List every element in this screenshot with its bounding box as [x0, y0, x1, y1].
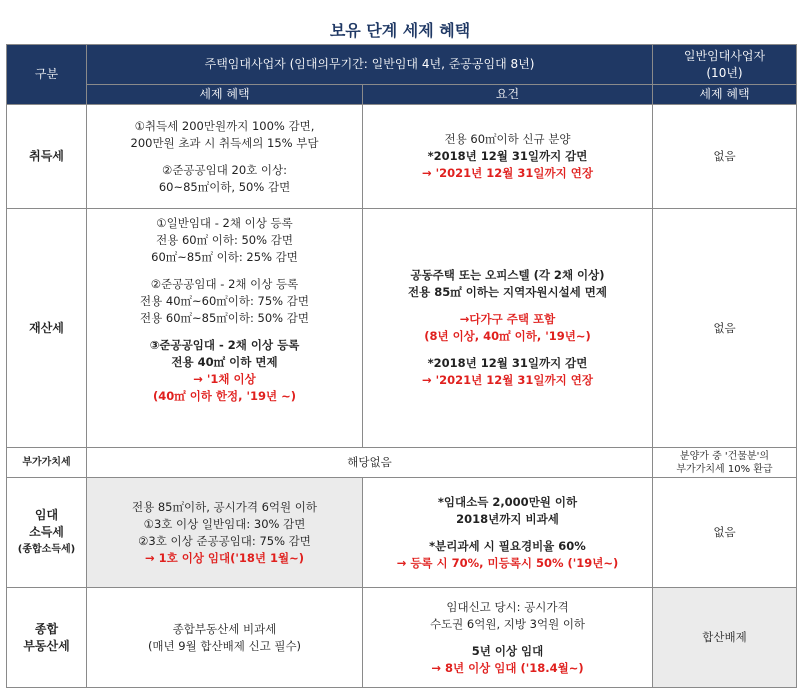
category-acquisition-tax: 취득세 — [7, 105, 87, 209]
row-acquisition-tax — [7, 105, 797, 209]
header-category: 구분 — [7, 45, 87, 105]
income-benefit-line: ①3호 이상 일반임대: 30% 감면 — [143, 516, 306, 531]
row-vat — [7, 448, 797, 478]
prop-req-line: 전용 85㎡ 이하는 지역자원시설세 면제 — [407, 285, 608, 299]
income-benefit-cell — [87, 478, 363, 588]
tax-benefit-table — [6, 44, 797, 688]
category-vat: 부가가치세 — [7, 448, 87, 478]
prop-req-extension: → '2021년 12월 31일까지 연장 — [422, 373, 593, 387]
prop-benefit-change-note: (40㎡ 이하 한정, '19년 ~) — [152, 389, 297, 403]
header-row — [7, 45, 797, 85]
category-comp-line1: 종합 — [34, 621, 59, 636]
category-property-tax: 재산세 — [7, 209, 87, 448]
acq-benefit-line: ②준공공임대 20호 이상: — [162, 162, 287, 177]
acq-requirement-cell — [363, 105, 653, 209]
acq-req-line: 전용 60㎡이하 신규 분양 — [444, 132, 571, 146]
category-income-line1: 임대 — [34, 508, 59, 522]
subheader-row — [7, 85, 797, 105]
comp-benefit-line: (매년 9월 합산배제 신고 필수) — [147, 638, 302, 653]
comp-general-cell: 합산배제 — [653, 588, 797, 688]
prop-benefit-line: 전용 40㎡~60㎡이하: 75% 감면 — [140, 294, 309, 308]
vat-general-line2: 부가가치세 10% 환급 — [676, 463, 773, 475]
acq-req-line: *2018년 12월 31일까지 감면 — [427, 149, 588, 163]
prop-benefit-cell — [87, 209, 363, 448]
subheader-benefit: 세제 혜택 — [87, 85, 363, 105]
prop-benefit-line: 전용 60㎡~85㎡이하: 50% 감면 — [140, 311, 309, 325]
income-req-line: *분리과세 시 필요경비율 60% — [429, 538, 586, 553]
prop-req-line: 공동주택 또는 오피스텔 (각 2채 이상) — [410, 268, 605, 282]
prop-benefit-line: ③준공공임대 - 2채 이상 등록 — [149, 338, 300, 352]
prop-requirement-cell — [363, 209, 653, 448]
prop-benefit-line: ②준공공임대 - 2채 이상 등록 — [150, 277, 299, 291]
subheader-requirement: 요건 — [363, 85, 653, 105]
subheader-general-benefit: 세제 혜택 — [653, 85, 797, 105]
header-housing-rental: 주택임대사업자 (임대의무기간: 일반임대 4년, 준공공임대 8년) — [87, 45, 653, 85]
income-benefit-line: ②3호 이상 준공공임대: 75% 감면 — [138, 533, 311, 548]
comp-benefit-cell — [87, 588, 363, 688]
acq-req-extension: → '2021년 12월 31일까지 연장 — [422, 166, 593, 180]
prop-benefit-line: 전용 40㎡ 이하 면제 — [171, 355, 278, 369]
prop-benefit-line: ①일반임대 - 2채 이상 등록 — [156, 216, 293, 230]
comp-req-change: → 8년 이상 임대 ('18.4월~) — [431, 660, 584, 675]
prop-req-line: *2018년 12월 31일까지 감면 — [427, 356, 588, 370]
category-income-tax — [7, 478, 87, 588]
comp-req-line: 수도권 6억원, 지방 3억원 이하 — [429, 616, 586, 631]
acq-benefit-line: 200만원 초과 시 취득세의 15% 부담 — [130, 135, 319, 150]
prop-req-change-note: (8년 이상, 40㎡ 이하, '19년~) — [424, 329, 591, 343]
prop-general-cell: 없음 — [653, 209, 797, 448]
prop-req-change: →다가구 주택 포함 — [459, 312, 556, 326]
comp-req-line: 5년 이상 임대 — [471, 643, 544, 658]
row-income-tax — [7, 478, 797, 588]
income-requirement-cell — [363, 478, 653, 588]
prop-benefit-line: 전용 60㎡ 이하: 50% 감면 — [156, 233, 293, 247]
header-general-line1: 일반임대사업자 — [683, 48, 766, 63]
header-general-line2: (10년) — [706, 65, 743, 80]
vat-general-cell — [653, 448, 797, 478]
comp-benefit-line: 종합부동산세 비과세 — [172, 621, 277, 636]
comp-req-line: 임대신고 당시: 공시가격 — [446, 599, 569, 614]
category-comp-line2: 부동산세 — [23, 638, 70, 653]
vat-merged-cell: 해당없음 — [87, 448, 653, 478]
prop-benefit-line: 60㎡~85㎡ 이하: 25% 감면 — [151, 250, 298, 264]
acq-benefit-line: ①취득세 200만원까지 100% 감면, — [134, 118, 315, 133]
comp-requirement-cell — [363, 588, 653, 688]
acq-general-cell: 없음 — [653, 105, 797, 209]
row-property-tax — [7, 209, 797, 448]
vat-general-line1: 분양가 중 '건물분'의 — [679, 450, 770, 462]
income-req-line: 2018년까지 비과세 — [456, 511, 559, 526]
category-comprehensive-tax — [7, 588, 87, 688]
income-req-change: → 등록 시 70%, 미등록시 50% ('19년~) — [396, 555, 619, 570]
acq-benefit-line: 60~85㎡이하, 50% 감면 — [158, 179, 291, 194]
page-title: 보유 단계 세제 혜택 — [329, 21, 471, 40]
acq-benefit-cell — [87, 105, 363, 209]
income-benefit-change: → 1호 이상 임대('18년 1월~) — [144, 550, 305, 565]
row-comprehensive-real-estate-tax — [7, 588, 797, 688]
income-general-cell: 없음 — [653, 478, 797, 588]
header-general-rental — [653, 45, 797, 85]
category-income-line2: 소득세 — [29, 525, 64, 539]
prop-benefit-change: → '1채 이상 — [193, 372, 256, 386]
income-benefit-line: 전용 85㎡이하, 공시가격 6억원 이하 — [131, 499, 318, 514]
category-income-line3: (종합소득세) — [17, 544, 76, 555]
income-req-line: *임대소득 2,000만원 이하 — [437, 494, 578, 509]
